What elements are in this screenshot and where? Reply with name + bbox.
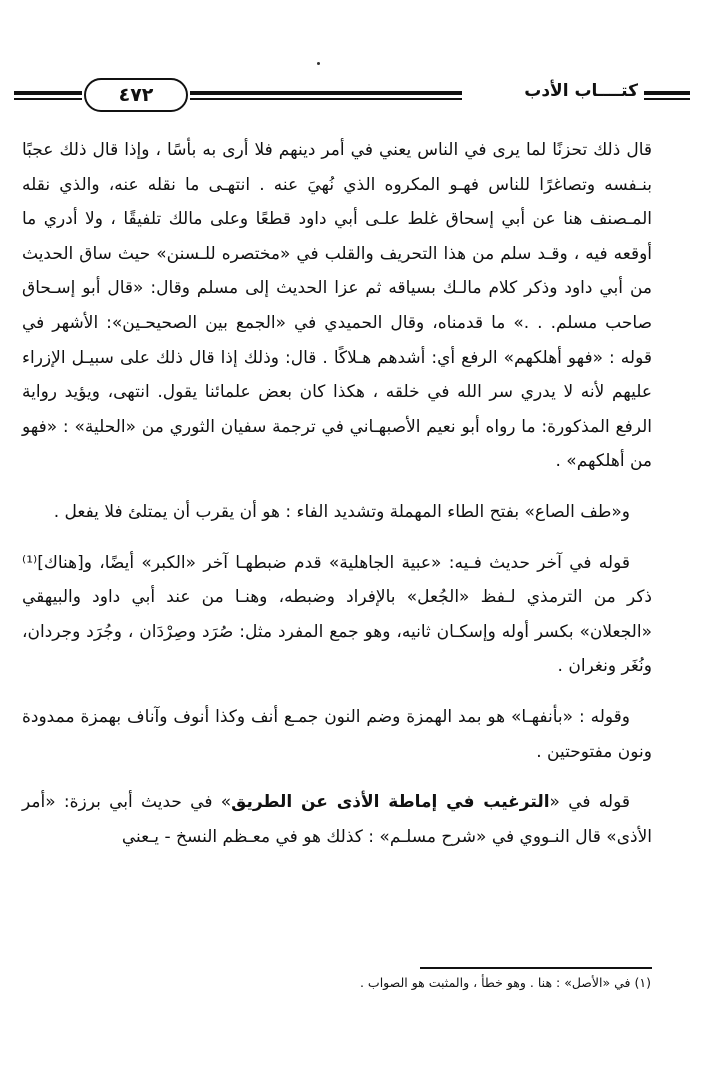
header-rule-right-thin <box>644 98 690 100</box>
paragraph-1: قال ذلك تحزنًا لما يرى في الناس يعني في أمر دينهم فلا أرى به بأسًا ، وإذا قال ذلك عجبًا بنـفسه وتصاغرًا للناس فهـو المكروه الذي نُهيَ عنه . انتهـى ما نقله عنه، والذي نقله المـصنف هنا عن أبي إسحاق غلط علـى أبي داود قطعًا وعلى مالك تلفيقًا ، ولا أدري ما أوقعه فيه ، وقـد سلم من هذا التحريف والقلب في «مختصره للـسنن» حيث ساق الحديث من أبي داود وذكر كلام مالـك بسياقه ثم عزا الحديث إلى مسلم وقال: «قال أبو إسـحاق صاحب مسلم. . .» ما قدمناه، وقال الحميدي في «الجمع بين الصحيحـين»: الأشهر في قوله : «فهو أهلكهم» الرفع أي: أشدهم هـلاكًا . قال: وذلك إذا قال ذلك على سبيـل الإزراء عليهم لأنه لا يدري سر الله في خلقه ، هكذا كان بعض علمائنا يقول. انتهى، ويؤيد رواية الرفع المذكورة: ما رواه أبو نعيم الأصبهـاني في ترجمة سفيان الثوري من «الحلية» : «فهو من أهلكهم» . <box>22 140 652 472</box>
header-rule-middle-thick <box>190 91 462 95</box>
page-header <box>14 78 690 118</box>
paragraph-5-suffix: » في حديث أبي برزة: «أمر الأذى» قال النـووي في «شرح مسلـم» : كذلك هو في معـظم النسخ - يـعني <box>22 792 652 847</box>
top-dot <box>317 62 320 65</box>
body-text <box>22 133 652 854</box>
page-number: ٤٧٢ <box>84 78 188 112</box>
paragraph-2: و«طف الصاع» بفتح الطاء المهملة وتشديد الفاء : هو أن يقرب أن يمتلئ فلا يفعل . <box>53 501 630 522</box>
header-rule-right-thick <box>644 91 690 95</box>
footnote-rule <box>420 967 652 969</box>
paragraph-5-prefix: قوله في « <box>549 792 630 813</box>
running-title: كتــــاب الأدب <box>524 81 638 101</box>
section-title-bold: الترغيب في إماطة الأذى عن الطريق <box>231 792 550 813</box>
paragraph-4: وقوله : «بأنفهـا» هو بمد الهمزة وضم النون جمـع أنف وكذا أنوف وآناف بهمزة ممدودة ونون مفتوحتين . <box>22 706 652 762</box>
footnote: (١) في «الأصل» : هنا . وهو خطأ ، والمثبت هو الصواب . <box>359 975 651 990</box>
header-rule-left-thick <box>14 91 82 95</box>
paragraph-5 <box>22 785 652 854</box>
paragraph-3: قوله في آخر حديث فـيه: «عبية الجاهلية» قدم ضبطهـا آخر «الكبر» أيضًا، و[هناك]⁽¹⁾ ذكر من الترمذي لـفظ «الجُعل» بالإفراد وضبطه، وهنـا من عند أبي داود والبيهقي «الجعلان» بكسر أوله وإسكـان ثانيه، وهو جمع المفرد مثل: صُرَد وصِرْدَان ، وجُرَد وجردان، ونُغَر ونغران . <box>22 552 652 677</box>
header-rule-middle-thin <box>190 98 462 100</box>
header-rule-left-thin <box>14 98 82 100</box>
